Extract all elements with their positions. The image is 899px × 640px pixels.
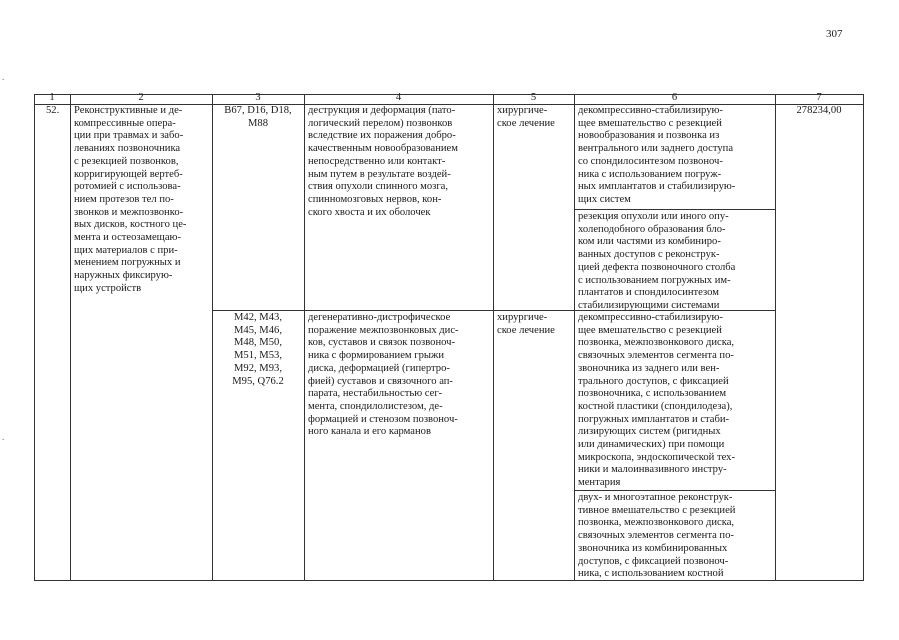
column-header-5: 5: [530, 92, 537, 103]
column-header-7: 7: [816, 92, 822, 103]
table-bottom-border: [34, 580, 864, 581]
row-number: 52.: [46, 105, 60, 116]
scan-mark: .: [2, 432, 5, 442]
diagnosis-description: деструкция и деформация (пато- логический перелом) позвонков вследствие их поражения добро- качественным новообразованием непосредственно или контакт- ным путем в результате воздей- ствия опухоли спинного мозга, спинномозговых нервов, кон- ского хвоста и их оболочек: [308, 105, 458, 218]
column-header-2: 2: [138, 92, 144, 103]
column-header-6: 6: [671, 92, 678, 103]
col-border: [304, 94, 305, 581]
column-header-4: 4: [395, 92, 402, 103]
column-header-1: 1: [49, 92, 55, 103]
col-border: [70, 94, 71, 581]
col-border: [574, 94, 575, 581]
treatment-method: декомпрессивно-стабилизирую- щее вмешательство с резекцией позвонка, межпозвонкового диска, связочных элементов сегмента по- звоночника из заднего или вен- трального доступов, с фиксацией позвоночника, с использованием костной пластики (спондилодеза), погружных имплантатов и стаби- лизирующих систем (ригидных или динамических) при помощи микроскопа, эндоскопической тех- ники и малоинвазивного инстру- ментария: [578, 312, 736, 489]
page-number: 307: [826, 28, 843, 40]
col-border: [34, 94, 35, 581]
column-header-3: 3: [255, 92, 261, 103]
procedure-name: Реконструктивные и де- компрессивные опера- ции при травмах и забо- леваниях позвоночника с резекцией позвонков, корригирующей вертеб- ротомией с использова- нием протезов тел по- звонков и межпозвонко- вых дисков, костного це- мента и остеозамещаю- щих материалов с при- менением погружных и наружных фиксирую- щих устройств: [74, 105, 187, 294]
method-divider: [574, 209, 775, 210]
col-border: [863, 94, 864, 581]
method-divider: [574, 490, 775, 491]
treatment-type: хирургиче- ское лечение: [497, 105, 555, 129]
treatment-method: резекция опухоли или иного опу- холеподобного образования бло- ком или частями из комбиниро- ванных доступов с реконструк- цией дефекта позвоночного столба с использованием погружных им- плантатов и спондилосинтезом стабилизирующими системами: [578, 211, 736, 311]
treatment-type: хирургиче- ское лечение: [497, 312, 555, 336]
col-border: [775, 94, 776, 581]
treatment-method: декомпрессивно-стабилизирую- щее вмешательство с резекцией новообразования и позвонка из вентрального или заднего доступа со спондилосинтезом позвоноч- ника с использованием погруж- ных имплантатов и стабилизирую- щих систем: [578, 105, 736, 205]
scan-mark: .: [2, 72, 5, 82]
diagnosis-description: дегенеративно-дистрофическое поражение межпозвонковых дис- ков, суставов и связок позвоноч- ника с формированием грыжи диска, деформацией (гипертро- фией) суставов и связочного ап- парата, нестабильностью сег- мента, спондилолистезом, де- формацией и стенозом позвоноч- ного канала и его карманов: [308, 312, 459, 438]
treatment-method: двух- и многоэтапное реконструк- тивное вмешательство с резекцией позвонка, межпозвонкового диска, связочных элементов сегмента по- звоночника из комбинированных доступов, с фиксацией позвоноч- ника, с использованием костной: [578, 492, 736, 580]
price: 278234,00: [796, 105, 842, 116]
col-border: [493, 94, 494, 581]
diagnosis-codes: M42, M43, M45, M46, M48, M50, M51, M53, M92, M93, M95, Q76.2: [232, 312, 284, 387]
diagnosis-codes: B67, D16, D18, M88: [224, 105, 292, 129]
